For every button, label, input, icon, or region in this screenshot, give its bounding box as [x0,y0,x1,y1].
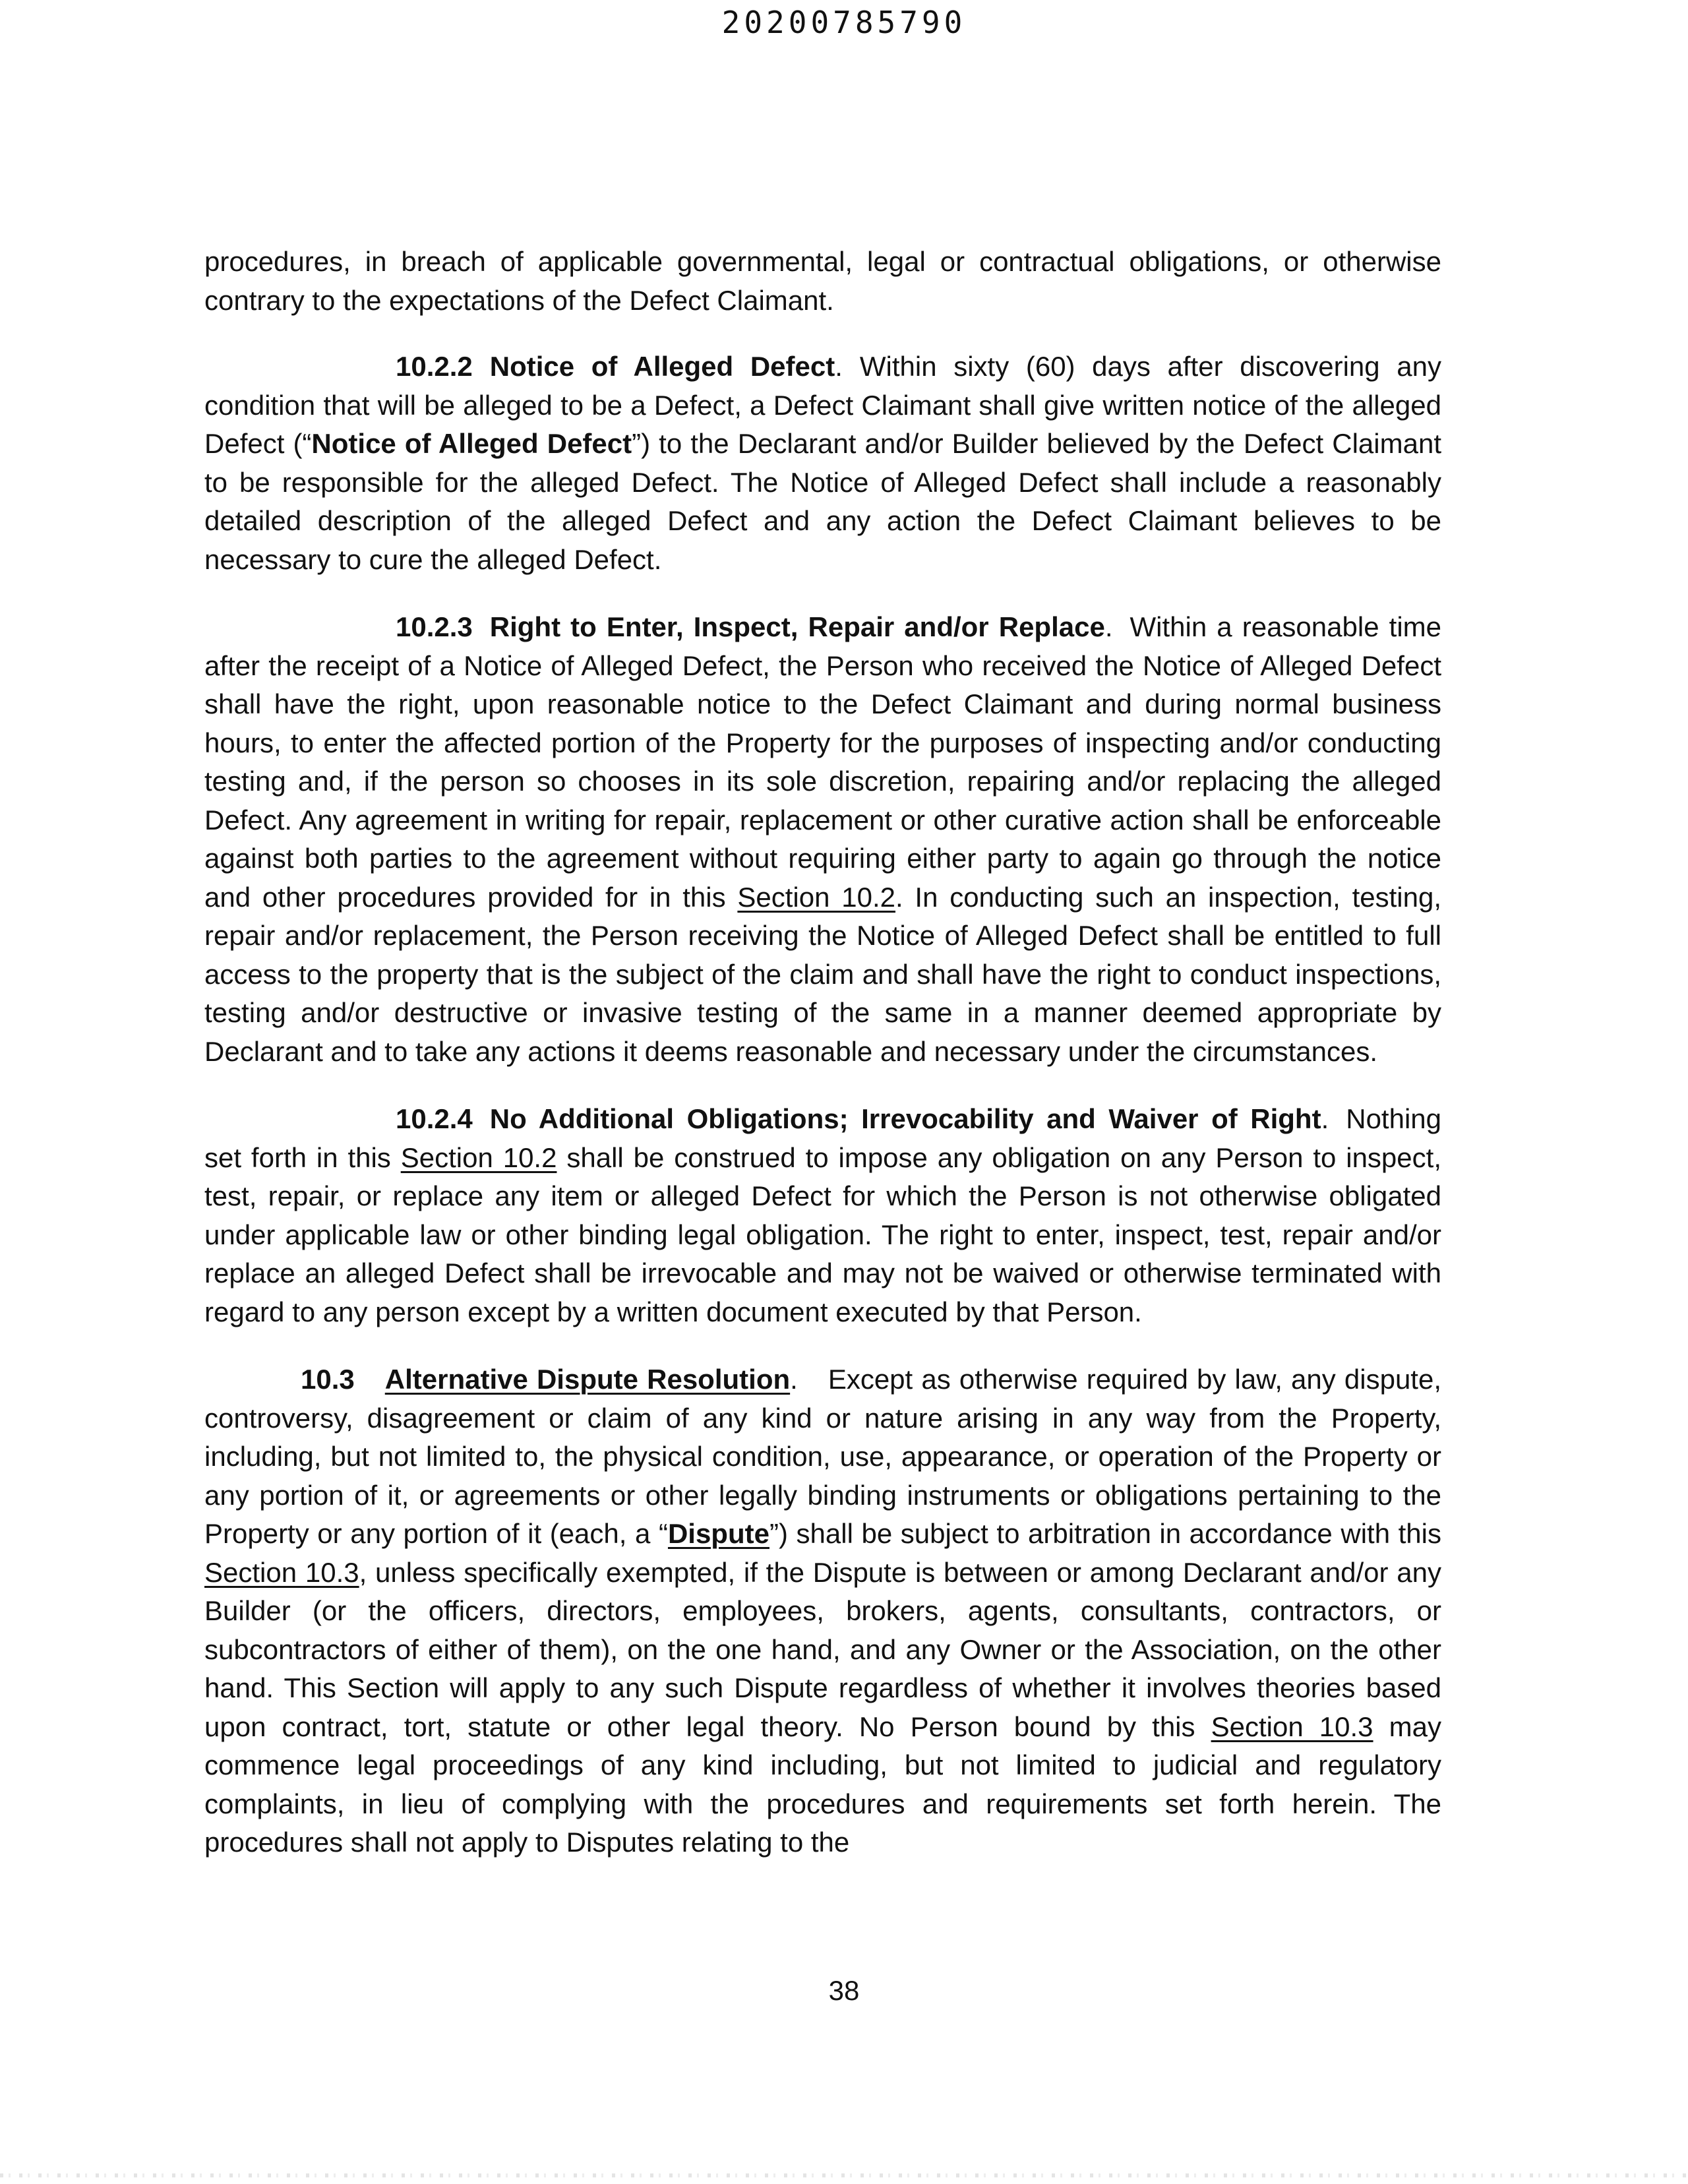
intro-text: procedures, in breach of applicable governmental, legal or contractual obligations, or otherwise contrary to the expectations of the Defect Claimant. [204,246,1441,316]
defined-term: Dispute [667,1518,769,1549]
section-text: may commence legal proceedings of any kind including, but not limited to judicial and regulatory complaints, in lieu of complying with the procedures and requirements set forth herein. The procedures shall not apply to Disputes relating to the [204,1711,1441,1858]
scan-edge-artifact [0,2173,1688,2177]
document-body [204,243,1441,1891]
section-heading: Right to Enter, Inspect, Repair and/or Replace [489,611,1105,642]
section-text: ”) to the Declarant and/or Builder believed by the Defect Claimant to be responsible for the alleged Defect. The Notice of Alleged Defect shall include a reasonably detailed description of the alleged Defect and any action the Defect Claimant believes to be necessary to cure the alleged Defect. [204,428,1441,575]
section-heading: No Additional Obligations; Irrevocability and Waiver of Right [489,1103,1321,1134]
document-number: 20200785790 [721,5,967,40]
section-text: shall be construed to impose any obligation on any Person to inspect, test, repair, or replace any item or alleged Defect for which the Person is not otherwise obligated under applicable law or other binding legal obligation. The right to enter, inspect, test, repair and/or replace an alleged Defect shall be irrevocable and may not be waived or otherwise terminated with regard to any person except by a written document executed by that Person. [204,1141,1441,1327]
section-10-2-2: 10.2.2 Notice of Alleged Defect. Within sixty (60) days after discovering any condition that will be alleged to be a Defect, a Defect Claimant shall give written notice of the alleged Defect (“Notice of Alleged Defect”) to the Declarant and/or Builder believed by the Defect Claimant to be responsible for the alleged Defect. The Notice of Alleged Defect shall include a reasonably detailed description of the alleged Defect and any action the Defect Claimant believes to be necessary to cure the alleged Defect. [204,351,1442,575]
section-10-2-3: 10.2.3 Right to Enter, Inspect, Repair and/or Replace. Within a reasonable time after the receipt of a Notice of Alleged Defect, the Person who received the Notice of Alleged Defect shall have the right, upon reasonable notice to the Defect Claimant and during normal business hours, to enter the affected portion of the Property for the purposes of inspecting and/or conducting testing and, if the person so chooses in its sole discretion, repairing and/or replacing the alleged Defect. Any agreement in writing for repair, replacement or other curative action shall be enforceable against both parties to the agreement without requiring either party to again go through the notice and other procedures provided for in this Section 10.2. In conducting such an inspection, testing, repair and/or replacement, the Person receiving the Notice of Alleged Defect shall be entitled to full access to the property that is the subject of the claim and shall have the right to conduct inspections, testing and/or destructive or invasive testing of the same in a manner deemed appropriate by Declarant and to take any actions it deems reasonable and necessary under the circumstances. [204,611,1441,1067]
section-text: Within a reasonable time after the receipt of a Notice of Alleged Defect, the Person who received the Notice of Alleged Defect shall have the right, upon reasonable notice to the Defect Claimant and during normal business hours, to enter the affected portion of the Property for the purposes of inspecting and/or conducting testing and, if the person so chooses in its sole discretion, repairing and/or replacing the alleged Defect. Any agreement in writing for repair, replacement or other curative action shall be enforceable against both parties to the agreement without requiring either party to again go through the notice and other procedures provided for in this [204,611,1441,913]
section-number: 10.2.4 [396,1103,473,1134]
intro-paragraph [204,243,1441,320]
section-heading: Alternative Dispute Resolution [384,1364,791,1395]
section-text: . In conducting such an inspection, testing, repair and/or replacement, the Person receiving the Notice of Alleged Defect shall be entitled to full access to the property that is the subject of the claim and shall have the right to conduct inspections, testing and/or destructive or invasive testing of the same in a manner deemed appropriate by Declarant and to take any actions it deems reasonable and necessary under the circumstances. [204,881,1441,1067]
section-reference: Section 10.2 [737,881,895,913]
section-reference: Section 10.3 [1211,1711,1373,1742]
section-text: Nothing set forth in this [204,1103,1441,1173]
page-number: 38 [828,1975,860,2006]
section-number: 10.3 [301,1364,355,1395]
section-10-2-4: 10.2.4 No Additional Obligations; Irrevocability and Waiver of Right. Nothing set forth in this Section 10.2 shall be construed to impose any obligation on any Person to inspect, test, repair, or replace any item or alleged Defect for which the Person is not otherwise obligated under applicable law or other binding legal obligation. The right to enter, inspect, test, repair and/or replace an alleged Defect shall be irrevocable and may not be waived or otherwise terminated with regard to any person except by a written document executed by that Person. [204,1103,1441,1327]
section-text: Within sixty (60) days after discovering any condition that will be alleged to be a Defect, a Defect Claimant shall give written notice of the alleged Defect (“ [204,351,1442,459]
section-reference: Section 10.3 [204,1556,359,1588]
section-text: Except as otherwise required by law, any dispute, controversy, disagreement or claim of any kind or nature arising in any way from the Property, including, but not limited to, the physical condition, use, appearance, or operation of the Property or any portion of it, or agreements or other legally binding instruments or obligations pertaining to the Property or any portion of it (each, a “ [204,1364,1442,1549]
section-10-3: 10.3 Alternative Dispute Resolution. Except as otherwise required by law, any dispute, controversy, disagreement or claim of any kind or nature arising in any way from the Property, including, but not limited to, the physical condition, use, appearance, or operation of the Property or any portion of it, or agreements or other legally binding instruments or obligations pertaining to the Property or any portion of it (each, a “Dispute”) shall be subject to arbitration in accordance with this Section 10.3, unless specifically exempted, if the Dispute is between or among Declarant and/or any Builder (or the officers, directors, employees, brokers, agents, consultants, contractors, or subcontractors of either of them), on the one hand, and any Owner or the Association, on the other hand. This Section will apply to any such Dispute regardless of whether it involves theories based upon contract, tort, statute or other legal theory. No Person bound by this Section 10.3 may commence legal proceedings of any kind including, but not limited to judicial and regulatory complaints, in lieu of complying with the procedures and requirements set forth herein. The procedures shall not apply to Disputes relating to the [204,1364,1442,1858]
section-heading: Notice of Alleged Defect [489,351,835,382]
section-text: , unless specifically exempted, if the Dispute is between or among Declarant and/or any Builder (or the officers, directors, employees, brokers, agents, consultants, contractors, or subcontractors of either of them), on the one hand, and any Owner or the Association, on the other hand. This Section will apply to any such Dispute regardless of whether it involves theories based upon contract, tort, statute or other legal theory. No Person bound by this [204,1556,1441,1742]
section-reference: Section 10.2 [400,1141,557,1173]
section-number: 10.2.3 [396,611,473,642]
defined-term: Notice of Alleged Defect [311,428,632,459]
section-text: ”) shall be subject to arbitration in accordance with this [769,1518,1441,1549]
section-number: 10.2.2 [396,351,473,382]
